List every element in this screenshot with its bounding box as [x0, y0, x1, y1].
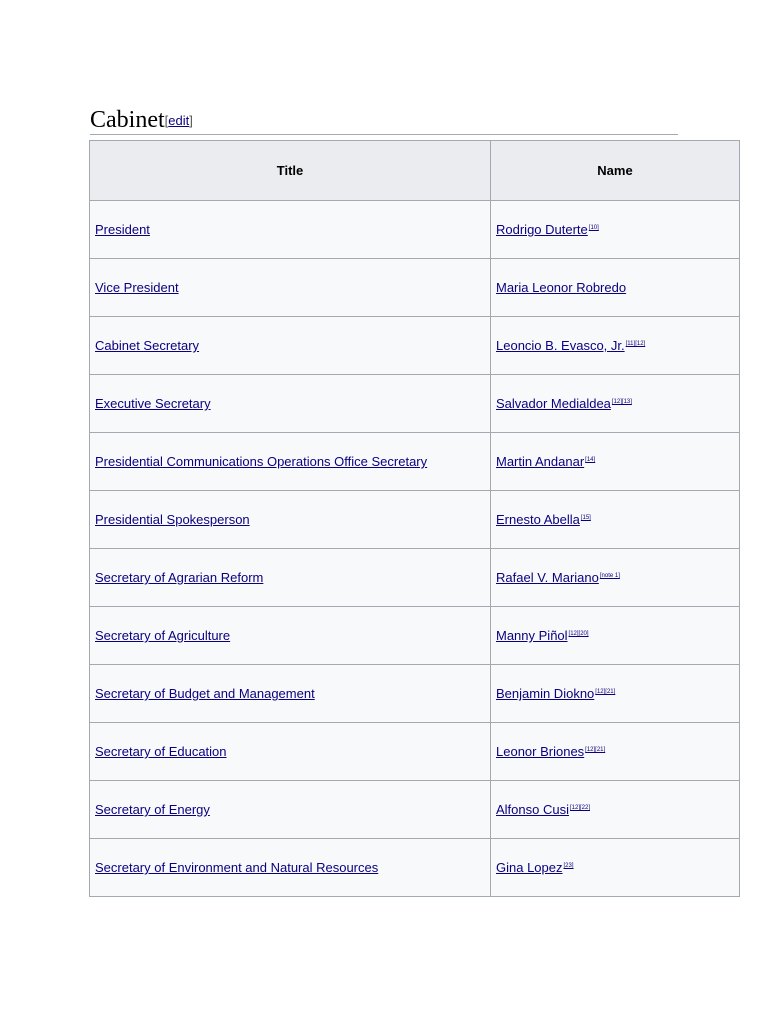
table-row	[90, 259, 740, 317]
reference-link[interactable]: [note 1]	[599, 573, 620, 579]
name-link[interactable]: Salvador Medialdea	[496, 396, 611, 411]
name-link[interactable]: Benjamin Diokno	[496, 686, 595, 701]
reference-link[interactable]: [12][20]	[568, 631, 589, 637]
title-cell	[90, 607, 491, 665]
title-link[interactable]: Secretary of Budget and Management	[95, 686, 315, 701]
name-cell	[491, 317, 740, 375]
header-title: Title	[90, 141, 491, 201]
reference-superscript	[581, 515, 591, 521]
name-link[interactable]: Leoncio B. Evasco, Jr.	[496, 338, 625, 353]
title-cell	[90, 549, 491, 607]
reference-superscript	[589, 225, 599, 231]
edit-link[interactable]: edit	[168, 113, 190, 128]
reference-link[interactable]: [10]	[588, 225, 599, 231]
name-cell	[491, 607, 740, 665]
header-name: Name	[491, 141, 740, 201]
title-cell	[90, 375, 491, 433]
reference-link[interactable]: [12][21]	[595, 689, 616, 695]
reference-link[interactable]: [12][13]	[611, 399, 632, 405]
name-cell	[491, 549, 740, 607]
name-cell	[491, 433, 740, 491]
cabinet-table	[89, 140, 740, 897]
title-cell	[90, 839, 491, 897]
reference-link[interactable]: [11][12]	[625, 341, 646, 347]
title-link[interactable]: Executive Secretary	[95, 396, 211, 411]
name-link[interactable]: Alfonso Cusi	[496, 802, 569, 817]
name-link[interactable]: Manny Piñol	[496, 628, 568, 643]
title-link[interactable]: Secretary of Education	[95, 744, 227, 759]
title-cell	[90, 491, 491, 549]
reference-superscript	[569, 631, 589, 637]
title-link[interactable]: Secretary of Agrarian Reform	[95, 570, 264, 585]
table-row	[90, 201, 740, 259]
title-link[interactable]: Secretary of Agriculture	[95, 628, 231, 643]
title-link[interactable]: Presidential Communications Operations Office Secretary	[95, 454, 428, 469]
edit-section	[165, 113, 193, 128]
name-cell	[491, 839, 740, 897]
name-cell	[491, 665, 740, 723]
table-row	[90, 375, 740, 433]
name-cell	[491, 723, 740, 781]
reference-superscript	[595, 689, 615, 695]
title-cell	[90, 723, 491, 781]
reference-link[interactable]: [12][21]	[585, 747, 606, 753]
name-link[interactable]: Gina Lopez	[496, 860, 563, 875]
reference-link[interactable]: [15]	[580, 515, 591, 521]
table-row	[90, 665, 740, 723]
name-cell	[491, 259, 740, 317]
edit-bracket-open: [	[164, 113, 169, 128]
table-row	[90, 781, 740, 839]
table-row	[90, 491, 740, 549]
reference-superscript	[564, 863, 574, 869]
reference-link[interactable]: [23]	[563, 863, 574, 869]
name-link[interactable]: Martin Andanar	[496, 454, 585, 469]
title-link[interactable]: Vice President	[95, 280, 179, 295]
section-title: Cabinet	[90, 107, 165, 133]
section-heading	[90, 106, 678, 135]
name-link[interactable]: Ernesto Abella	[496, 512, 580, 527]
reference-superscript	[626, 341, 646, 347]
title-link[interactable]: President	[95, 222, 150, 237]
table-body	[90, 201, 740, 897]
table-row	[90, 433, 740, 491]
edit-bracket-close: ]	[189, 113, 193, 128]
name-link[interactable]: Leonor Briones	[496, 744, 585, 759]
name-link[interactable]: Rafael V. Mariano	[496, 570, 599, 585]
table-row	[90, 839, 740, 897]
title-link[interactable]: Cabinet Secretary	[95, 338, 200, 353]
table-row	[90, 317, 740, 375]
reference-superscript	[585, 747, 605, 753]
name-link[interactable]: Rodrigo Duterte	[496, 222, 588, 237]
title-link[interactable]: Secretary of Environment and Natural Resources	[95, 860, 379, 875]
title-cell	[90, 259, 491, 317]
title-cell	[90, 665, 491, 723]
name-cell	[491, 491, 740, 549]
table-row	[90, 723, 740, 781]
reference-link[interactable]: [12][22]	[569, 805, 590, 811]
title-cell	[90, 433, 491, 491]
reference-superscript	[612, 399, 632, 405]
name-cell	[491, 201, 740, 259]
title-link[interactable]: Presidential Spokesperson	[95, 512, 250, 527]
name-link[interactable]: Maria Leonor Robredo	[496, 280, 627, 295]
name-cell	[491, 375, 740, 433]
title-cell	[90, 317, 491, 375]
table-row	[90, 607, 740, 665]
table-row	[90, 549, 740, 607]
name-cell	[491, 781, 740, 839]
title-link[interactable]: Secretary of Energy	[95, 802, 210, 817]
header-row	[90, 141, 740, 201]
reference-superscript	[585, 457, 595, 463]
title-cell	[90, 781, 491, 839]
reference-superscript	[600, 573, 620, 579]
reference-superscript	[570, 805, 590, 811]
reference-link[interactable]: [14]	[585, 457, 596, 463]
title-cell	[90, 201, 491, 259]
